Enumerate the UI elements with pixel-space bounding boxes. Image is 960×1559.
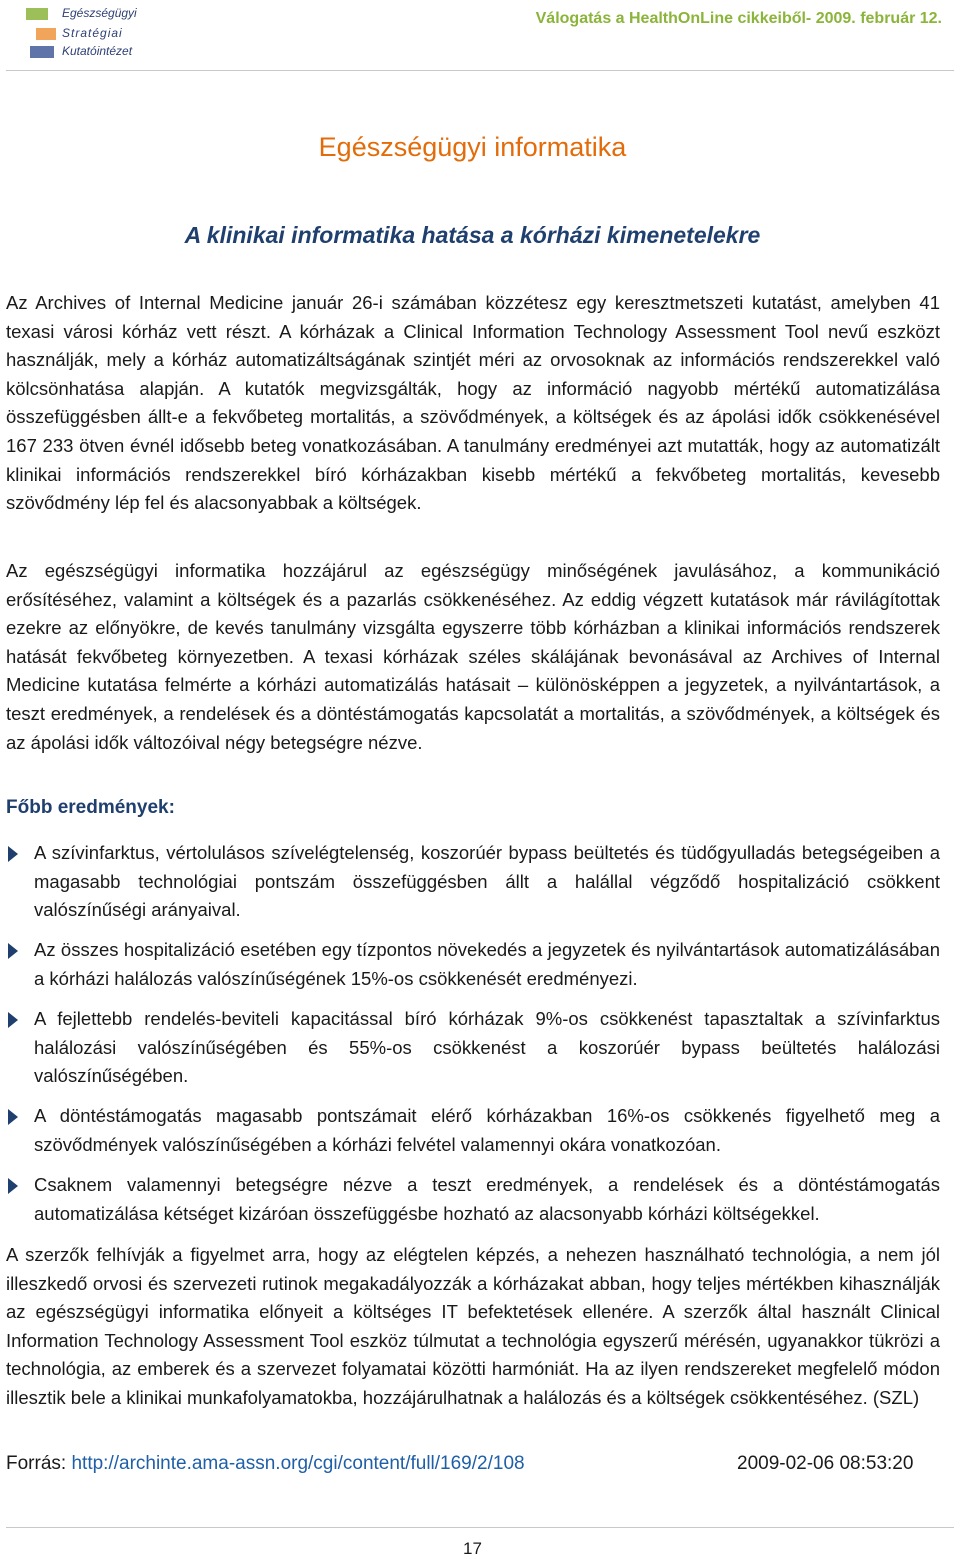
- article-subtitle: A klinikai informatika hatása a kórházi kimenetelekre: [184, 222, 761, 248]
- logo-square-orange: [36, 28, 56, 40]
- finding-3: A fejlettebb rendelés-beviteli kapacitással bíró kórházak 9%-os csökkenést tapasztaltak a szívinfarktus halálozási valószínűségében és 55%-os csökkenést a koszorúér bypass beültetés halálozási valószínűségében.: [34, 1008, 940, 1087]
- paragraph-2: Az egészségügyi informatika hozzájárul az egészségügy minőségének javulásához, a kommunikáció erősítéséhez, valamint a költségek és a pazarlás csökkenéséhez. Az eddig végzett kutatások már rávilágítottak ezekre az előnyökre, de kevés tanulmány vizsgálta egyszerre több kórházban a klinikai információs rendszerek hatását fekvőbeteg környezetben. A texasi kórházak széles skálájának bevonásával az Archives of Internal Medicine kutatása felmérte a kórházi automatizálás hatásait – különösképpen a jegyzetek, a nyilvántartások, a teszt eredmények, a rendelések és a döntéstámogatás kapcsolatát a mortalitás, a szövődmények, a költségek és az ápolási idők változóival négy betegségre nézve.: [6, 560, 940, 753]
- institute-logo: [26, 6, 156, 64]
- source-line: [6, 1453, 525, 1475]
- logo-line-1: Egészségügyi: [62, 6, 137, 20]
- bullet-arrow-icon: [8, 943, 18, 959]
- findings-heading: Főbb eredmények:: [6, 797, 175, 818]
- finding-5: Csaknem valamennyi betegségre nézve a teszt eredmények, a rendelések és a döntéstámogatás automatizálása kétséget kizáróan összefüggésbe hozható az alacsonyabb kórházi költségekkel.: [34, 1174, 940, 1224]
- page-number: 17: [463, 1539, 482, 1558]
- finding-4: A döntéstámogatás magasabb pontszámait elérő kórházakban 16%-os csökkenés figyelhető meg a szövődmények valószínűségében a kórházi felvétel valamennyi okára vonatkozóan.: [34, 1105, 940, 1155]
- bullet-arrow-icon: [8, 1178, 18, 1194]
- logo-square-green: [26, 8, 48, 20]
- bullet-arrow-icon: [8, 1012, 18, 1028]
- logo-line-3: Kutatóintézet: [62, 44, 133, 58]
- closing-paragraph: A szerzők felhívják a figyelmet arra, hogy az elégtelen képzés, a nehezen használható technológia, a nem jól illeszkedő orvosi és szervezeti rutinok megakadályozzák a kórházakat abban, hogy teljes mértékben kihasználják az egészségügyi informatika előnyeit a költséges IT befektetések ellenére. A szerzők által használt Clinical Information Technology Assessment Tool eszköz túlmutat a technológia egyszerű mérésén, ugyanakkor tükrözi a technológia, az emberek és a szervezet folyamatai közötti harmóniát. Ha az ilyen rendszereket megfelelő módon illesztik bele a klinikai munkafolyamatokba, hozzájárulhatnak a halálozás és a költségek csökkentéséhez. (SZL): [6, 1244, 940, 1408]
- bullet-arrow-icon: [8, 846, 18, 862]
- logo-line-2: Stratégiai: [62, 26, 123, 40]
- finding-1: A szívinfarktus, vértolulásos szívelégtelenség, koszorúér bypass beültetés és tüdőgyulladás betegségeiben a magasabb technológiai pontszám összefüggésben állt a halállal végződő hospitalizáció csökkent valószínűségi arányaival.: [34, 842, 940, 921]
- logo-square-blue: [30, 46, 54, 58]
- publication-timestamp: 2009-02-06 08:53:20: [737, 1453, 914, 1474]
- finding-2: Az összes hospitalizáció esetében egy tízpontos növekedés a jegyzetek és nyilvántartások automatizálásában a kórházi halálozás valószínűségének 15%-os csökkenését eredményezi.: [34, 939, 940, 989]
- page-title: Egészségügyi informatika: [318, 132, 627, 162]
- bullet-arrow-icon: [8, 1109, 18, 1125]
- page-header: [0, 0, 960, 72]
- footer-divider: [6, 1527, 954, 1528]
- header-divider: [6, 70, 954, 71]
- paragraph-1: Az Archives of Internal Medicine január 26-i számában közzétesz egy keresztmetszeti kutatást, amelyben 41 texasi városi kórház vett részt. A kórházak a Clinical Information Technology Assessment Tool nevű eszközt használják, mely a kórház automatizáltságának szintjét méri az orvosoknak az információs rendszerekkel való kölcsönhatása alapján. A kutatók megvizsgálták, hogy az információ nagyobb mértékű automatizálása összefüggésben állt-e a fekvőbeteg mortalitás, a szövődmények, a költségek és az ápolási idők csökkenésével 167 233 ötven évnél idősebb beteg vonatkozásában. A tanulmány eredményei azt mutatták, hogy az automatizált klinikai információs rendszerekkel bíró kórházakban kisebb mértékű a fekvőbeteg mortalitás, kevesebb szövődmény lép fel és alacsonyabbak a költségek.: [6, 292, 940, 514]
- source-label: Forrás:: [6, 1453, 67, 1474]
- header-publication-text: Válogatás a HealthOnLine cikkeiből- 2009. február 12.: [535, 10, 942, 27]
- source-link[interactable]: http://archinte.ama-assn.org/cgi/content/full/169/2/108: [71, 1453, 525, 1474]
